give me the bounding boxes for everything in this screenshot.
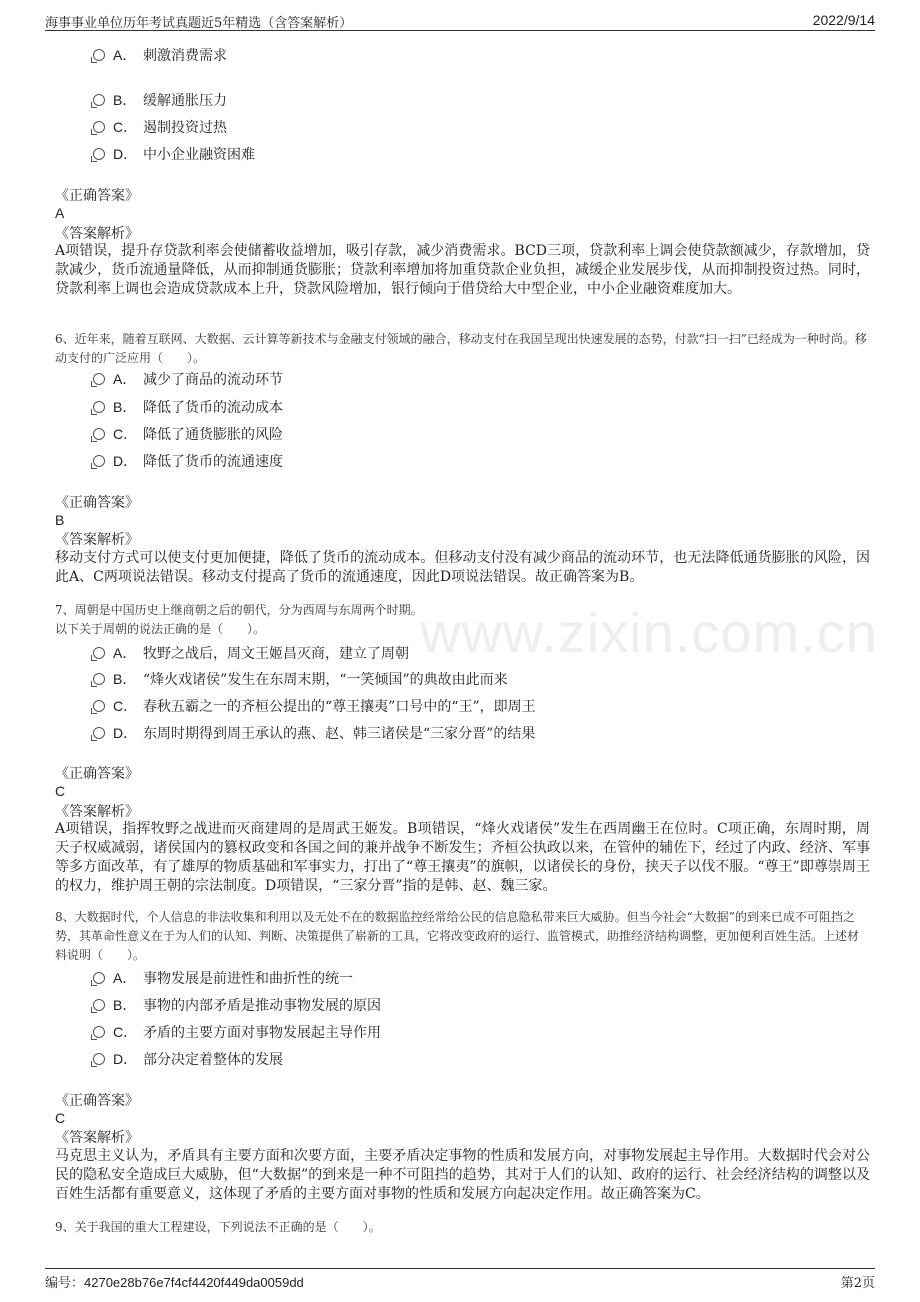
q8-answer: C [55, 1110, 66, 1126]
document-code: 编号：4270e28b76e7f4cf4420f449da0059dd [45, 1275, 304, 1291]
q5-answer: A [55, 205, 65, 221]
page-number: 第2页 [840, 1276, 875, 1291]
header-title: 海事事业单位历年考试真题近5年精选（含答案解析） [45, 16, 353, 31]
q5-answer-label: 《正确答案》 [55, 188, 139, 204]
q9-question: 9、关于我国的重大工程建设，下列说法不正确的是（ ）。 [55, 1220, 381, 1234]
q7-answer: C [55, 783, 66, 799]
q7-option-d[interactable]: D． 东周时期得到周王承认的燕、赵、韩三诸侯是“三家分晋”的结果 [93, 723, 535, 743]
q6-option-a[interactable]: A． 减少了商品的流动环节 [93, 369, 283, 389]
q8-answer-label: 《正确答案》 [55, 1093, 139, 1109]
q6-option-c[interactable]: C． 降低了通货膨胀的风险 [93, 424, 283, 444]
q7-option-c[interactable]: C． 春秋五霸之一的齐桓公提出的“尊王攘夷”口号中的“王”，即周王 [93, 696, 536, 716]
q8-analysis: 马克思主义认为，矛盾具有主要方面和次要方面，主要矛盾决定事物的性质和发展方向，对事物发展起主导作用。大数据时代会对公民的隐私安全造成巨大威胁，但“大数据”的到来是一种不可阻挡的趋势，其对于人们的认知、政府的运行、社会经济结构的调整以及百姓生活都有重要意义，这体现了矛盾的主要方面对事物的性质和发展方向起决定作用。故正确答案为C。 [55, 1148, 870, 1202]
q6-option-b[interactable]: B． 降低了货币的流动成本 [93, 397, 283, 417]
q7-option-b[interactable]: B． “烽火戏诸侯”发生在东周末期，“一笑倾国”的典故由此而来 [93, 669, 508, 689]
q8-question: 8、大数据时代，个人信息的非法收集和利用以及无处不在的数据监控经常给公民的信息隐私带来巨大威胁。但当今社会“大数据”的到来已成不可阻挡之势，其革命性意义在于为人们的认知、判断、决策提供了崭新的工具，它将改变政府的运行、监管模式，助推经济结构调整，更加便利百姓生活。上述材料说明（ ）。 [55, 910, 860, 962]
radio-icon[interactable] [93, 647, 105, 659]
q5-option-b[interactable]: B． 缓解通胀压力 [93, 90, 227, 110]
q7-analysis: A项错误，指挥牧野之战进而灭商建周的是周武王姬发。B项错误，“烽火戏诸侯”发生在西周幽王在位时。C项正确，东周时期，周天子权威减弱，诸侯国内的篡权政变和各国之间的兼并战争不断发生；齐桓公执政以来，在管仲的辅佐下，经过了内政、经济、军事等多方面改革，有了雄厚的物质基础和军事实力，打出了“尊王攘夷”的旗帜，以诸侯长的身份，挟天子以伐不服。“尊王”即尊崇周王的权力，维护周王朝的宗法制度。D项错误，“三家分晋”指的是韩、赵、魏三家。 [55, 821, 870, 894]
header-date: 2022/9/14 [812, 12, 875, 28]
radio-icon[interactable] [93, 121, 105, 133]
radio-icon[interactable] [93, 727, 105, 739]
radio-icon[interactable] [93, 428, 105, 440]
q6-analysis-label: 《答案解析》 [55, 532, 139, 548]
q5-option-a[interactable]: A． 刺激消费需求 [93, 45, 227, 65]
q5-analysis: A项错误，提升存贷款利率会使储蓄收益增加，吸引存款，减少消费需求。BCD三项，贷款利率上调会使贷款额减少，存款增加，贷款减少，货币流通量降低，从而抑制通货膨胀；贷款利率增加将加重贷款企业负担，减缓企业发展步伐，从而抑制投资过热。同时，贷款利率上调也会造成贷款成本上升，贷款风险增加，银行倾向于借贷给大中型企业，中小企业融资难度加大。 [55, 243, 870, 297]
q8-analysis-label: 《答案解析》 [55, 1130, 139, 1146]
q6-analysis: 移动支付方式可以使支付更加便捷，降低了货币的流动成本。但移动支付没有减少商品的流动环节，也无法降低通货膨胀的风险，因此A、C两项说法错误。移动支付提高了货币的流通速度，因此D项说法错误。故正确答案为B。 [55, 550, 870, 585]
watermark: www.zixin.com.cn [420, 601, 878, 664]
q7-analysis-label: 《答案解析》 [55, 804, 139, 820]
radio-icon[interactable] [93, 49, 105, 61]
radio-icon[interactable] [93, 1026, 105, 1038]
radio-icon[interactable] [93, 999, 105, 1011]
q5-option-d[interactable]: D． 中小企业融资困难 [93, 144, 255, 164]
q7-option-a[interactable]: A． 牧野之战后，周文王姬昌灭商，建立了周朝 [93, 643, 409, 663]
page-header [45, 10, 875, 31]
radio-icon[interactable] [93, 455, 105, 467]
q7-answer-label: 《正确答案》 [55, 766, 139, 782]
radio-icon[interactable] [93, 1053, 105, 1065]
radio-icon[interactable] [93, 673, 105, 685]
radio-icon[interactable] [93, 148, 105, 160]
radio-icon[interactable] [93, 700, 105, 712]
q6-option-d[interactable]: D． 降低了货币的流通速度 [93, 451, 283, 471]
q6-question: 6、近年来，随着互联网、大数据、云计算等新技术与金融支付领域的融合，移动支付在我国呈现出快速发展的态势，付款“扫一扫”已经成为一种时尚。移动支付的广泛应用（ ）。 [55, 332, 867, 365]
q7-question-line2: 以下关于周朝的说法正确的是（ ）。 [55, 622, 266, 636]
q8-option-a[interactable]: A． 事物发展是前进性和曲折性的统一 [93, 968, 353, 988]
radio-icon[interactable] [93, 401, 105, 413]
q8-option-d[interactable]: D． 部分决定着整体的发展 [93, 1049, 283, 1069]
q8-option-b[interactable]: B． 事物的内部矛盾是推动事物发展的原因 [93, 995, 381, 1015]
q5-option-c[interactable]: C． 遏制投资过热 [93, 117, 227, 137]
radio-icon[interactable] [93, 94, 105, 106]
page-footer [45, 1268, 875, 1293]
q8-option-c[interactable]: C． 矛盾的主要方面对事物发展起主导作用 [93, 1022, 381, 1042]
radio-icon[interactable] [93, 373, 105, 385]
q6-answer-label: 《正确答案》 [55, 495, 139, 511]
radio-icon[interactable] [93, 972, 105, 984]
q7-question-line1: 7、周朝是中国历史上继商朝之后的朝代，分为西周与东周两个时期。 [55, 603, 423, 617]
q6-answer: B [55, 512, 65, 528]
q5-analysis-label: 《答案解析》 [55, 226, 139, 242]
